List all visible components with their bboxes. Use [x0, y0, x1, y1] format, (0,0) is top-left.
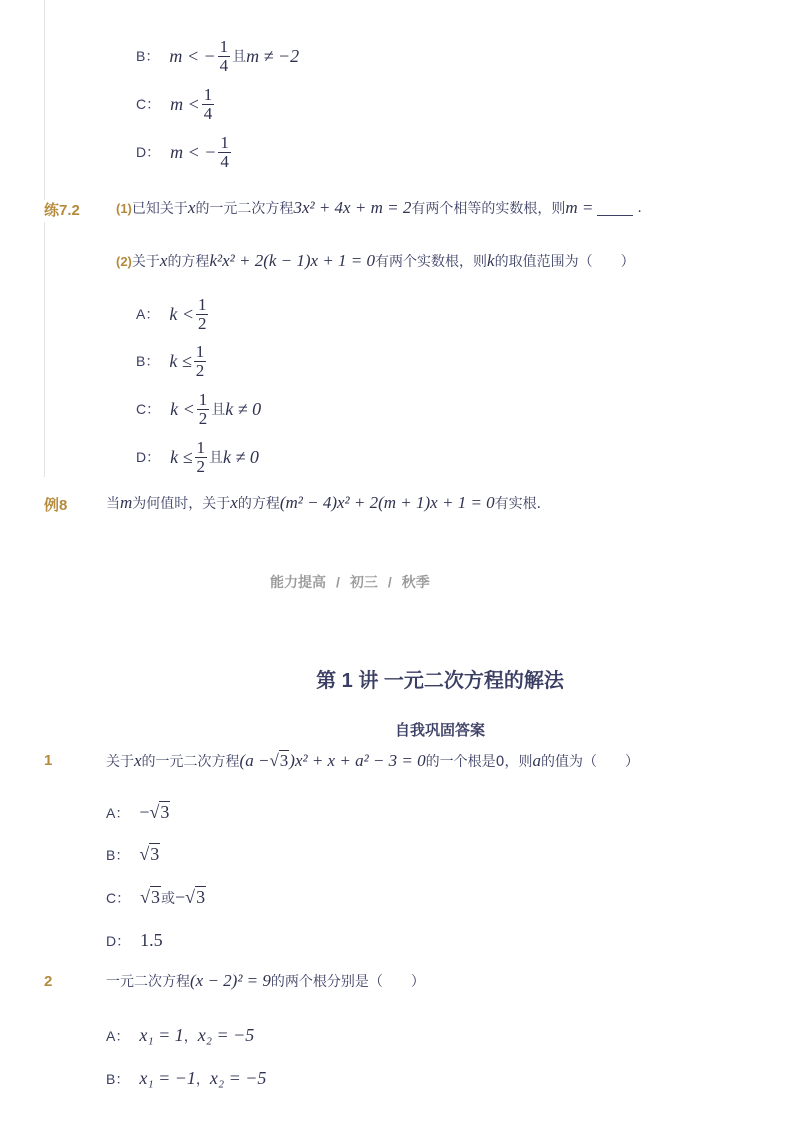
option-label: C：: [106, 889, 131, 906]
option-a: [106, 1025, 254, 1046]
answer-blank[interactable]: [597, 201, 633, 216]
option-expr: k ≤: [169, 350, 192, 371]
text: 关于: [131, 254, 160, 270]
lecture-title: 第 1 讲 一元二次方程的解法: [316, 670, 564, 692]
option-cond: m ≠ −2: [246, 45, 300, 66]
fraction: $\frac{1}{2}$: [196, 438, 205, 476]
equation: m =: [565, 198, 594, 217]
text: 的一元二次方程: [195, 201, 294, 217]
option-b: [106, 844, 160, 865]
equation: k²x² + 2(k − 1)x + 1 = 0: [209, 251, 376, 270]
option-expr: m < −: [169, 45, 216, 66]
equation: )x² + x + a² − 3 = 0: [289, 751, 426, 770]
option-label: C：: [136, 401, 161, 418]
sqrt: √3: [140, 887, 161, 907]
value: 1.5: [140, 930, 163, 950]
root: x₁ = 1: [139, 1025, 184, 1045]
left-rule: [44, 222, 45, 477]
left-rule: [44, 0, 45, 200]
option-d: [136, 439, 259, 476]
sub-number: (2): [116, 253, 132, 269]
root: x₂ = −5: [197, 1025, 255, 1045]
option-label: A：: [136, 306, 160, 323]
fraction: $\frac{1}{4}$: [203, 85, 213, 123]
option-c: [136, 86, 216, 123]
option-c: [136, 391, 261, 428]
option-d: [106, 930, 163, 951]
text: 已知关于: [131, 201, 188, 217]
root: x₂ = −5: [209, 1068, 267, 1088]
variable: k: [487, 251, 495, 270]
sqrt: √3: [139, 844, 160, 864]
equation: (a −: [239, 751, 270, 770]
comma: ，: [195, 1071, 210, 1088]
fraction: $\frac{1}{2}$: [198, 390, 208, 428]
text: 当: [106, 496, 120, 512]
sub-number: (1): [116, 200, 132, 216]
option-label: D：: [136, 449, 161, 466]
text: 有实根．: [494, 496, 551, 512]
footer-sep: /: [336, 574, 340, 590]
equation: 3x² + 4x + m = 2: [293, 198, 412, 217]
option-label: B：: [106, 846, 130, 863]
text: .: [637, 200, 642, 216]
text: 的值为（ ）: [541, 754, 640, 770]
option-a: [106, 802, 170, 823]
example-8: [106, 493, 551, 513]
question-7-2-1: [116, 198, 642, 218]
option-label: D：: [136, 144, 161, 161]
variable: x: [230, 493, 238, 512]
question-1: [106, 751, 639, 771]
and-text: 且: [232, 49, 247, 66]
section-title: 自我巩固答案: [394, 722, 485, 739]
text: 有两个相等的实数根，则: [411, 201, 566, 217]
variable: x: [187, 198, 196, 217]
sqrt: √3: [269, 751, 289, 770]
text: 的一元二次方程: [141, 754, 240, 770]
text: 的两个根分别是（ ）: [270, 974, 425, 990]
variable: m: [120, 493, 133, 512]
option-a: [136, 296, 210, 333]
footer-part: 能力提高: [270, 574, 326, 590]
and-text: 且: [209, 450, 223, 467]
option-label: B：: [106, 1070, 130, 1087]
fraction: $\frac{1}{4}$: [220, 133, 229, 171]
question-7-2-2: [116, 251, 635, 271]
text: 的方程: [167, 254, 210, 270]
option-expr: k <: [169, 303, 194, 324]
text: 的方程: [237, 496, 280, 512]
text: 有两个实数根，则: [375, 254, 488, 270]
variable: x: [134, 751, 142, 770]
option-expr: k ≤: [170, 446, 193, 467]
text: 关于: [106, 754, 134, 770]
page-footer: [270, 572, 430, 592]
exercise-tag: 练7.2: [44, 202, 80, 219]
option-label: D：: [106, 932, 131, 949]
variable: a: [532, 751, 542, 770]
fraction: $\frac{1}{2}$: [195, 342, 205, 380]
option-label: B：: [136, 353, 160, 370]
sqrt: √3: [149, 802, 170, 822]
option-label: A：: [106, 1027, 130, 1044]
option-b: [136, 38, 299, 75]
and-text: 且: [211, 402, 226, 419]
footer-part: 初三: [349, 574, 378, 590]
option-label: C：: [136, 96, 161, 113]
option-cond: k ≠ 0: [225, 398, 262, 419]
option-label: B：: [136, 48, 160, 65]
option-label: A：: [106, 804, 130, 821]
option-cond: k ≠ 0: [223, 446, 259, 467]
footer-sep: /: [387, 574, 392, 590]
variable: x: [159, 251, 168, 270]
option-b: [106, 1068, 266, 1089]
option-d: [136, 134, 233, 171]
fraction: $\frac{1}{4}$: [219, 37, 229, 75]
sqrt: √3: [185, 887, 206, 907]
fraction: $\frac{1}{2}$: [197, 295, 207, 333]
question-number: 2: [44, 973, 53, 990]
equation: (m² − 4)x² + 2(m + 1)x + 1 = 0: [279, 493, 495, 512]
question-2: [106, 971, 425, 991]
option-expr: m <: [170, 93, 200, 114]
footer-part: 秋季: [401, 574, 430, 590]
comma: ，: [183, 1028, 198, 1045]
text: 的取值范围为（ ）: [494, 254, 635, 270]
or-text: 或: [161, 890, 176, 907]
option-expr: k <: [170, 398, 195, 419]
root: x₁ = −1: [139, 1068, 196, 1088]
text: 的一个根是0，则: [425, 754, 533, 770]
option-expr: m < −: [170, 141, 217, 162]
text: 为何值时，关于: [132, 496, 231, 512]
sign: −: [139, 802, 150, 822]
example-tag: 例8: [44, 497, 68, 514]
option-b: [136, 343, 208, 380]
text: 一元二次方程: [106, 974, 190, 990]
equation: (x − 2)² = 9: [190, 971, 271, 990]
option-c: [106, 887, 206, 908]
question-number: 1: [44, 752, 53, 769]
sign: −: [175, 887, 186, 907]
